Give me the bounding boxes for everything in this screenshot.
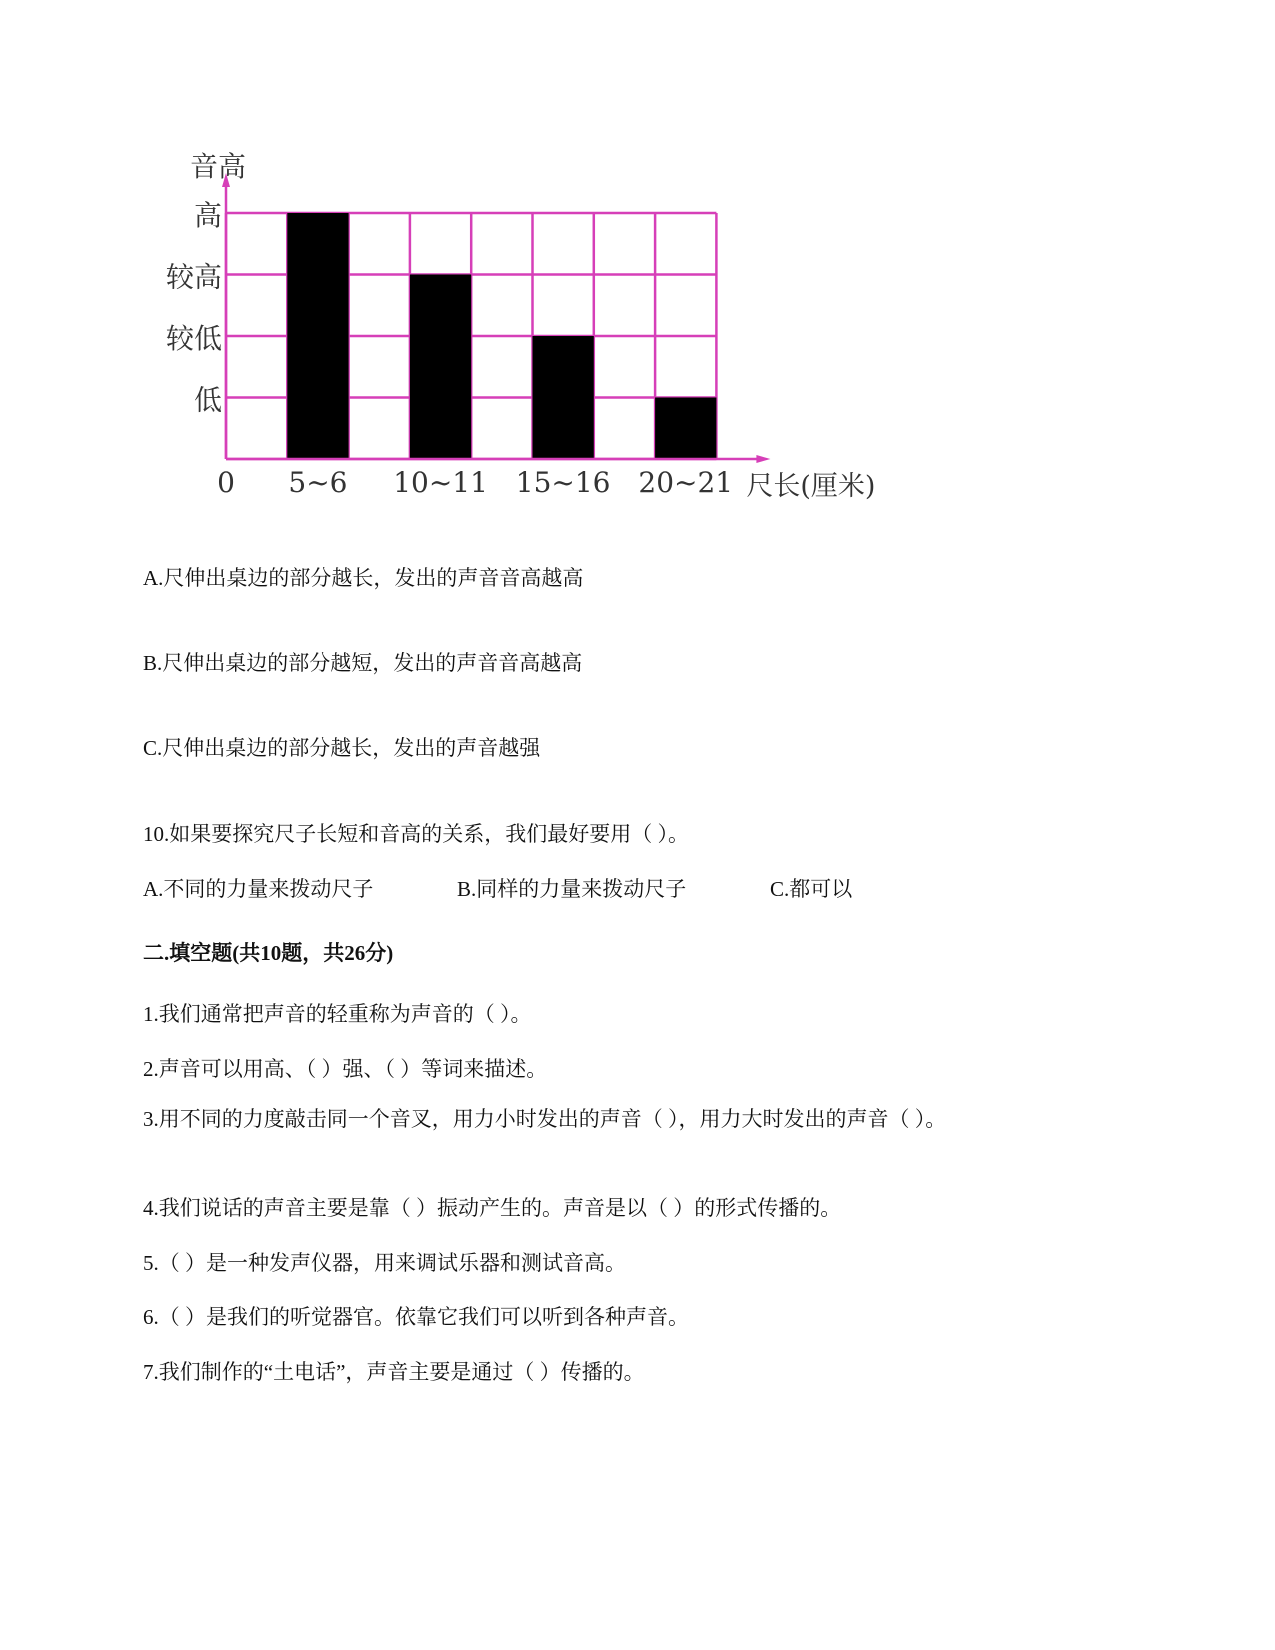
bar-15~16 [533, 336, 594, 459]
fill-question-6: 6.（ ）是我们的听觉器官。依靠它我们可以听到各种声音。 [143, 1305, 689, 1329]
option-10c: C.都可以 [770, 877, 853, 901]
option-10b: B.同样的力量来拨动尺子 [457, 877, 687, 901]
question-10-options [143, 873, 852, 903]
pitch-bar-chart [140, 140, 920, 510]
bar-10~11 [410, 275, 471, 460]
x-origin-label: 0 [217, 466, 235, 499]
y-axis-title: 音高 [190, 150, 247, 183]
bar-5~6 [287, 213, 348, 459]
question-10: 10.如果要探究尺子长短和音高的关系，我们最好要用（ ）。 [143, 822, 689, 846]
fill-question-1: 1.我们通常把声音的轻重称为声音的（ ）。 [143, 1002, 532, 1026]
option-9a: A.尺伸出桌边的部分越长，发出的声音音高越高 [143, 566, 584, 590]
y-tick-label: 较低 [165, 322, 222, 355]
fill-question-7: 7.我们制作的“土电话”，声音主要是通过（ ）传播的。 [143, 1360, 645, 1384]
fill-question-4: 4.我们说话的声音主要是靠（ ）振动产生的。声音是以（ ）的形式传播的。 [143, 1196, 842, 1220]
fill-question-5: 5.（ ）是一种发声仪器，用来调试乐器和测试音高。 [143, 1251, 626, 1275]
x-axis-arrow-icon [756, 455, 770, 463]
option-10a: A.不同的力量来拨动尺子 [143, 877, 374, 901]
fill-question-2: 2.声音可以用高、（ ）强、（ ）等词来描述。 [143, 1057, 548, 1081]
x-tick-label: 20~21 [638, 466, 734, 499]
section-title: 二.填空题(共10题，共26分) [143, 941, 394, 965]
x-axis-title: 尺长(厘米) [746, 471, 876, 502]
y-tick-label: 低 [193, 383, 222, 417]
x-tick-label: 10~11 [393, 466, 488, 499]
fill-question-3: 3.用不同的力度敲击同一个音叉，用力小时发出的声音（ ），用力大时发出的声音（ ）。 [143, 1107, 947, 1131]
option-9c: C.尺伸出桌边的部分越长，发出的声音越强 [143, 736, 541, 760]
y-tick-label: 高 [193, 199, 222, 232]
x-tick-label: 15~16 [515, 466, 611, 499]
bar-20~21 [655, 398, 716, 460]
option-9b: B.尺伸出桌边的部分越短，发出的声音音高越高 [143, 651, 583, 675]
x-tick-label: 5~6 [288, 466, 348, 499]
y-tick-label: 较高 [165, 260, 222, 294]
